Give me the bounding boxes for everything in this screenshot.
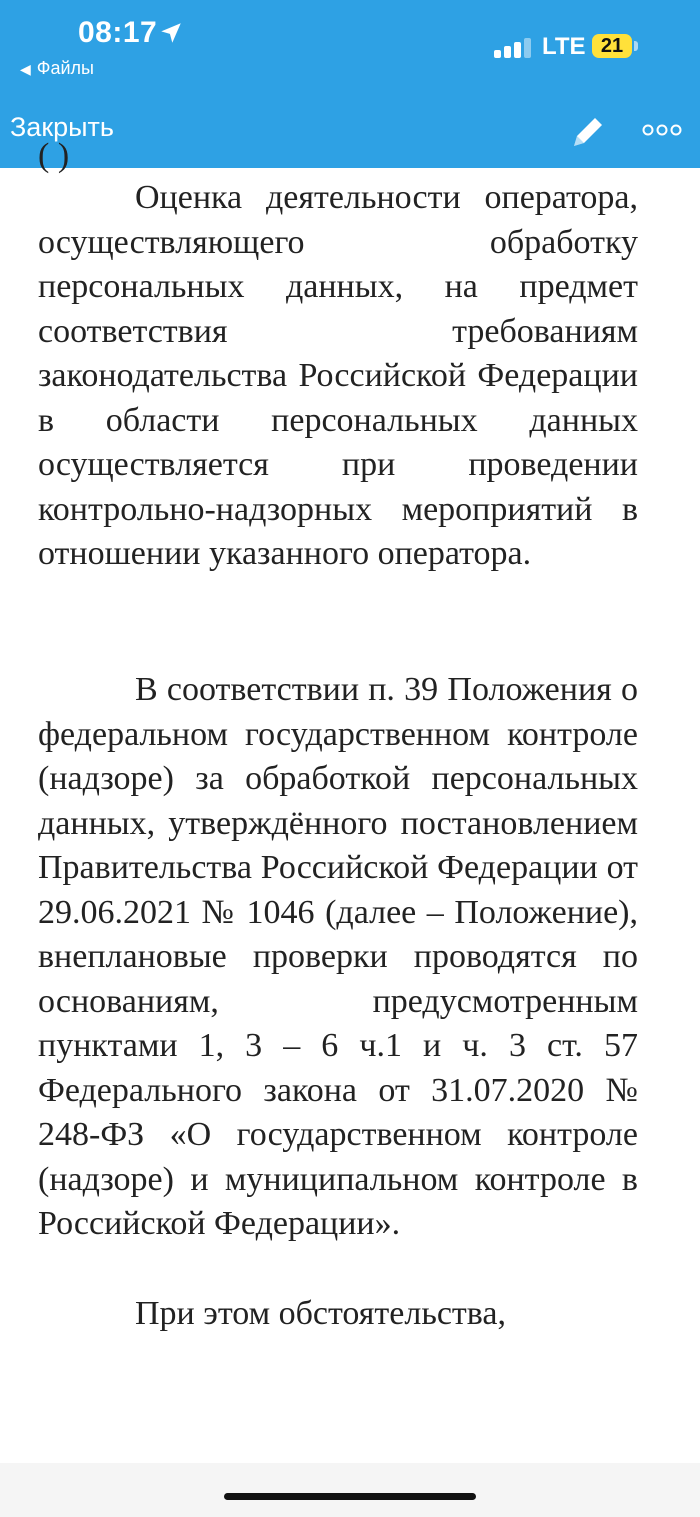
document-paragraph: Оценка деятельности оператора, осуществляющего обработку персональных данных, на предмет соответствия требованиям законодательства Российской Федерации в области персональных данных осуществляется при проведении контрольно-надзорных мероприятий в отношении указанного оператора. [38, 179, 638, 572]
back-to-app-link[interactable] [20, 58, 94, 79]
battery-icon: 21 [592, 34, 632, 58]
cut-off-text-line: ( ) [38, 137, 70, 174]
home-bar-area [0, 1463, 700, 1517]
ellipsis-icon[interactable] [642, 120, 682, 140]
network-type: LTE [542, 33, 586, 60]
document-paragraph: В соответствии п. 39 Положения о федеральном государственном контроле (надзоре) за обработкой персональных данных, утверждённого постановлением Правительства Российской Федерации от 29.06.2021 № 1046 (далее – Положение), внеплановые проверки проводятся по основаниям, предусмотренным пунктами 1, 3 – 6 ч.1 и ч. 3 ст. 57 Федерального закона от 31.07.2020 № 248-ФЗ «О государственном контроле (надзоре) и муниципальном контроле в Российской Федерации». [38, 671, 638, 1242]
close-button[interactable]: Закрыть [10, 112, 114, 142]
home-indicator[interactable] [224, 1493, 476, 1500]
status-time: 08:17 [78, 16, 158, 49]
battery-cap [634, 41, 638, 51]
cellular-signal-icon [494, 38, 534, 58]
back-app-label: Файлы [36, 58, 94, 78]
location-arrow-icon [158, 20, 184, 46]
back-triangle-icon: ◀ [20, 61, 31, 77]
document-view[interactable] [0, 137, 700, 1463]
document-paragraph: При этом обстоятельства, [135, 1295, 506, 1332]
